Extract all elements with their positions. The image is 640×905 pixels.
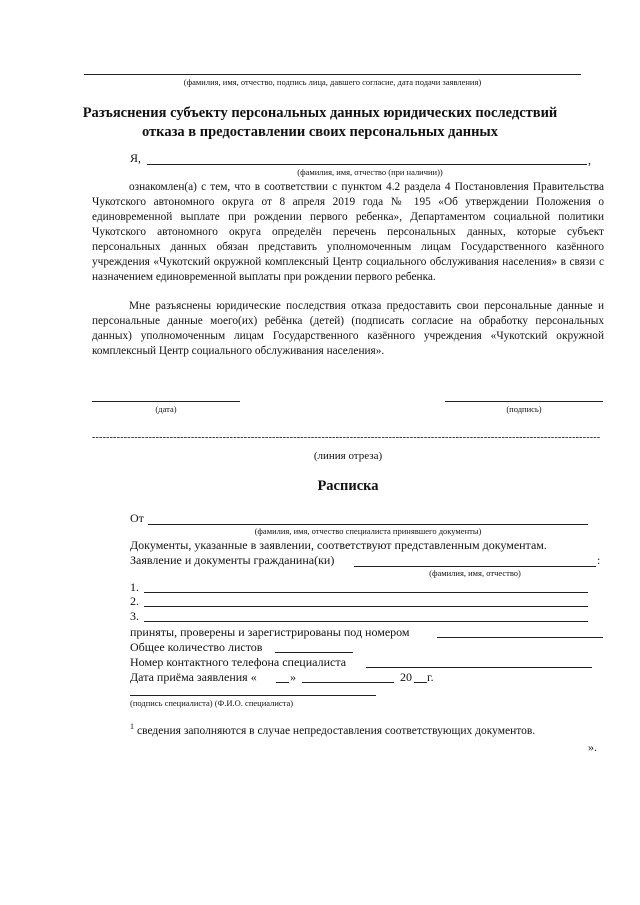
year-suffix: г. xyxy=(427,670,434,684)
signature-line[interactable] xyxy=(445,401,603,402)
sheets-count-line[interactable] xyxy=(275,652,353,653)
top-signature-line xyxy=(84,74,581,75)
title-line-2: отказа в предоставлении своих персональных данных xyxy=(142,124,498,140)
docs-match-text: Документы, указанные в заявлении, соответствуют представленным документам. xyxy=(130,538,547,552)
date-received-close: » xyxy=(290,670,296,684)
citizen-colon: : xyxy=(597,553,601,567)
fio-caption: (фамилия, имя, отчество (при наличии)) xyxy=(297,167,443,177)
phone-line[interactable] xyxy=(366,667,592,668)
date-caption: (дата) xyxy=(155,404,177,414)
cut-line: ------------------------------------------------------------------------------------------------------------------------------------------------ xyxy=(92,432,601,443)
specialist-caption: (фамилия, имя, отчество специалиста принявшего документы) xyxy=(254,526,482,536)
top-caption: (фамилия, имя, отчество, подпись лица, давшего согласие, дата подачи заявления) xyxy=(183,77,482,87)
item-2-label: 2. xyxy=(130,594,139,608)
registered-number-line[interactable] xyxy=(437,637,603,638)
item-2-line[interactable] xyxy=(144,606,588,607)
sheets-label: Общее количество листов xyxy=(130,640,263,654)
year-line[interactable] xyxy=(414,682,427,683)
from-label: От xyxy=(130,511,144,525)
date-received-label: Дата приёма заявления « xyxy=(130,670,257,684)
footnote xyxy=(130,722,535,738)
from-input-line[interactable] xyxy=(148,524,588,525)
date-month-line[interactable] xyxy=(302,682,394,683)
specialist-sign-caption: (подпись специалиста) (Ф.И.О. специалиста) xyxy=(130,698,294,708)
footnote-mark: 1 xyxy=(130,722,134,731)
receipt-title: Расписка xyxy=(317,478,379,494)
fio-input-line[interactable] xyxy=(147,164,587,165)
year-prefix: 20 xyxy=(400,670,412,684)
i-comma: , xyxy=(588,153,591,167)
closing-mark: ». xyxy=(588,740,597,754)
item-3-line[interactable] xyxy=(144,621,588,622)
item-3-label: 3. xyxy=(130,609,139,623)
i-label: Я, xyxy=(130,151,142,165)
phone-label: Номер контактного телефона специалиста xyxy=(130,655,347,669)
citizen-caption: (фамилия, имя, отчество) xyxy=(429,568,521,578)
citizen-input-line[interactable] xyxy=(354,566,596,567)
paragraph-2: Мне разъяснены юридические последствия отказа предоставить свои персональные данные и персональные данные моего(их) ребёнка (детей) (подписать согласие на обработку персональных данных) уполномоченным лицам Государственного казённого учреждения «Чукотский окружной комплексный Центр социального обслуживания населения». xyxy=(92,300,604,357)
registered-label: приняты, проверены и зарегистрированы под номером xyxy=(130,625,410,639)
date-day-line[interactable] xyxy=(276,682,289,683)
item-1-line[interactable] xyxy=(144,592,588,593)
specialist-sign-line[interactable] xyxy=(130,695,376,696)
paragraph-1: ознакомлен(а) с тем, что в соответствии с пунктом 4.2 раздела 4 Постановления Правительства Чукотского автономного округа от 8 апреля 2019 года № 195 «Об утверждении Положения о единовременной выплате при рождении первого ребенка», Департаментом социальной политики Чукотского автономного округа определён перечень персональных данных, которые субъект персональных данных обязан представить уполномоченным лицам Государственного казённого учреждения «Чукотский окружной комплексный Центр социального обслуживания населения» в связи с назначением единовременной выплаты при рождении первого ребенка. xyxy=(92,181,604,283)
date-line[interactable] xyxy=(92,401,240,402)
cut-caption: (линия отреза) xyxy=(313,450,383,462)
title-line-1: Разъяснения субъекту персональных данных юридических последствий xyxy=(82,105,558,121)
page-title xyxy=(70,104,570,142)
citizen-docs-label: Заявление и документы гражданина(ки) xyxy=(130,553,335,567)
item-1-label: 1. xyxy=(130,580,139,594)
footnote-text: сведения заполняются в случае непредоставления соответствующих документов. xyxy=(137,725,536,737)
signature-caption: (подпись) xyxy=(506,404,542,414)
